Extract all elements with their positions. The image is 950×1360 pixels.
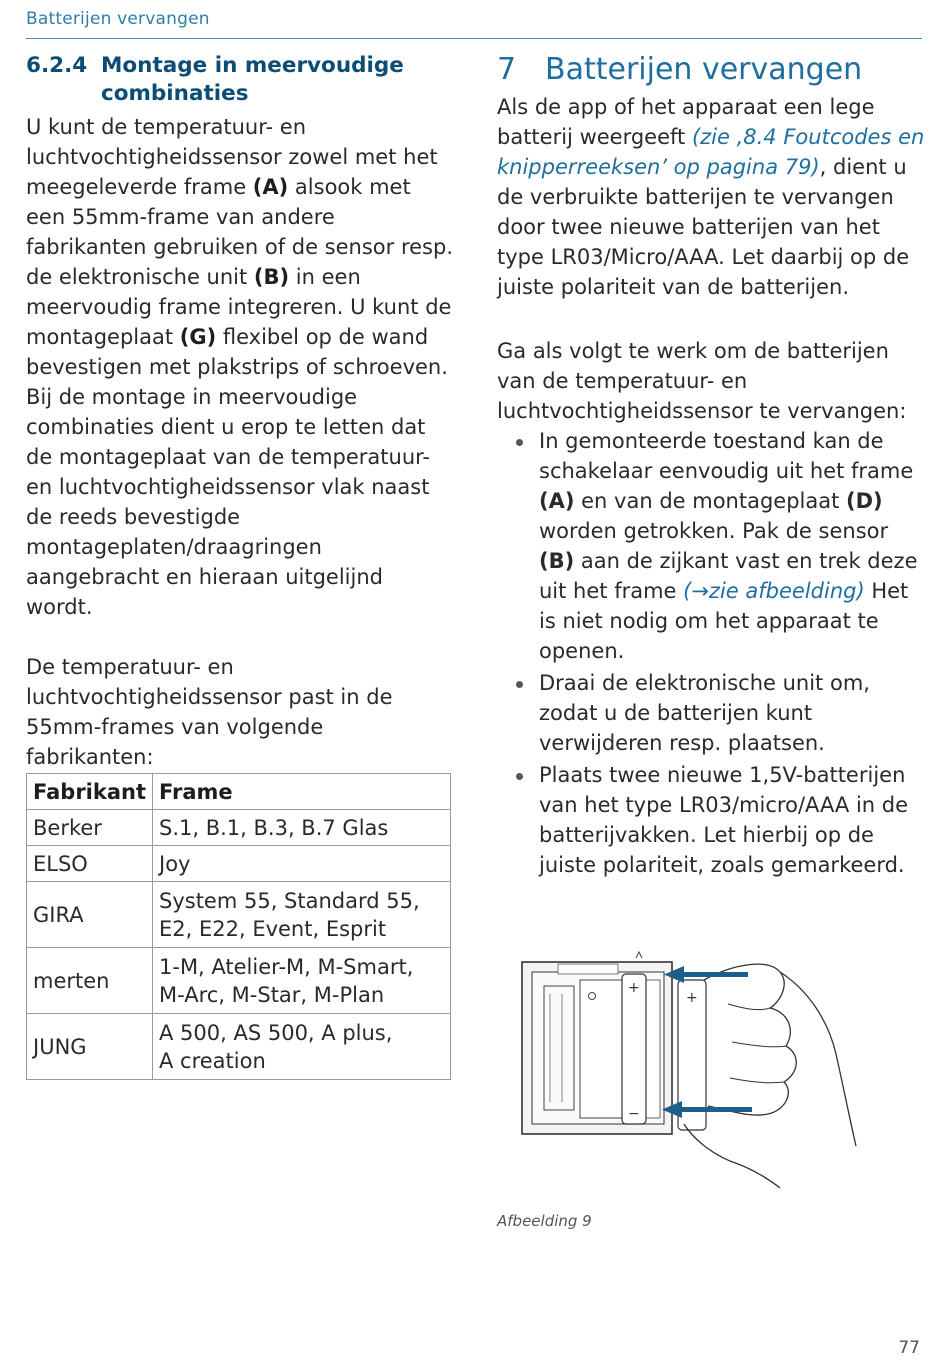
manufacturer-table <box>26 773 451 1080</box>
section-title: Montage in meervoudige combinaties <box>101 53 404 106</box>
chapter-number: 7 <box>497 52 517 87</box>
battery-replacement-figure <box>518 950 858 1190</box>
steps-list <box>497 426 927 880</box>
page-number: 77 <box>898 1338 920 1358</box>
svg-text:+: + <box>686 990 698 1006</box>
manufacturer-cell: merten <box>27 948 153 1014</box>
frame-cell: 1-M, Atelier-M, M-Smart, M-Arc, M-Star, M-Plan <box>153 948 451 1014</box>
frames-paragraph: De temperatuur- en luchtvochtigheidssensor past in de 55mm-frames van volgende fabrikanten: <box>26 655 393 769</box>
table-row <box>27 1014 451 1080</box>
table-row <box>27 810 451 846</box>
list-item: In gemonteerde toestand kan de schakelaar eenvoudig uit het frame (A) en van de montageplaat (D) worden getrokken. Pak de sensor (B) aan de zijkant vast en trek deze uit het frame (→zie afbeelding) Het is niet nodig om het apparaat te openen. <box>497 426 927 666</box>
error-codes-link[interactable]: (zie ‚8.4 Foutcodes en knipperreeksen’ op pagina 79) <box>497 125 925 179</box>
section-number: 6.2.4 <box>26 53 88 78</box>
intro-paragraph: U kunt de temperatuur- en luchtvochtigheidssensor zowel met het meegeleverde frame (A) alsook met een 55mm-frame van andere fabrikanten gebruiken of de sensor resp. de elektronische unit (B) in een meervoudig frame integreren. U kunt de montageplaat (G) flexibel op de wand bevestigen met plakstrips of schroeven. Bij de montage in meervoudige combinaties dient u erop te letten dat de montageplaat van de temperatuur- en luchtvochtigheidssensor vlak naast de reeds bevestigde montageplaten/draagringen aangebracht en hieraan uitgelijnd wordt. <box>26 115 453 619</box>
list-item: Draai de elektronische unit om, zodat u de batterijen kunt verwijderen resp. plaatsen. <box>497 668 927 758</box>
section-heading <box>26 52 456 108</box>
svg-text:+: + <box>628 980 640 996</box>
figure-caption: Afbeelding 9 <box>497 1212 592 1230</box>
manufacturer-cell: ELSO <box>27 846 153 882</box>
chapter-heading <box>497 52 927 88</box>
battery-intro-paragraph: Als de app of het apparaat een lege batterij weergeeft (zie ‚8.4 Foutcodes en knipperreeksen’ op pagina 79), dient u de verbruikte batterijen te vervangen door twee nieuwe batterijen van het type LR03/Micro/AAA. Let daarbij op de juiste polariteit van de batterijen. <box>497 95 925 299</box>
column-header-frame: Frame <box>153 774 451 810</box>
frame-cell: S.1, B.1, B.3, B.7 Glas <box>153 810 451 846</box>
list-item: Plaats twee nieuwe 1,5V-batterijen van het type LR03/micro/AAA in de batterijvakken. Let hierbij op de juiste polariteit, zoals gemarkeerd. <box>497 760 927 880</box>
frame-cell: System 55, Standard 55, E2, E22, Event, Esprit <box>153 882 451 948</box>
table-header-row <box>27 774 451 810</box>
insert-arrow-top <box>664 966 748 983</box>
svg-text:−: − <box>628 1106 640 1122</box>
right-column <box>497 52 927 882</box>
manufacturer-cell: GIRA <box>27 882 153 948</box>
table-row <box>27 846 451 882</box>
running-header: Batterijen vervangen <box>26 9 922 39</box>
table-row <box>27 948 451 1014</box>
figure-link[interactable]: (→zie afbeelding) <box>683 579 865 603</box>
frame-cell: Joy <box>153 846 451 882</box>
battery-illustration <box>518 950 858 1190</box>
manufacturer-cell: JUNG <box>27 1014 153 1080</box>
insert-arrow-bottom <box>662 1101 752 1118</box>
manufacturer-cell: Berker <box>27 810 153 846</box>
chapter-title: Batterijen vervangen <box>545 52 863 87</box>
frame-cell: A 500, AS 500, A plus, A creation <box>153 1014 451 1080</box>
procedure-intro: Ga als volgt te werk om de batterijen van de temperatuur- en luchtvochtigheidssensor te vervangen: <box>497 339 907 423</box>
left-column <box>26 52 456 1080</box>
table-row <box>27 882 451 948</box>
column-header-manufacturer: Fabrikant <box>27 774 153 810</box>
